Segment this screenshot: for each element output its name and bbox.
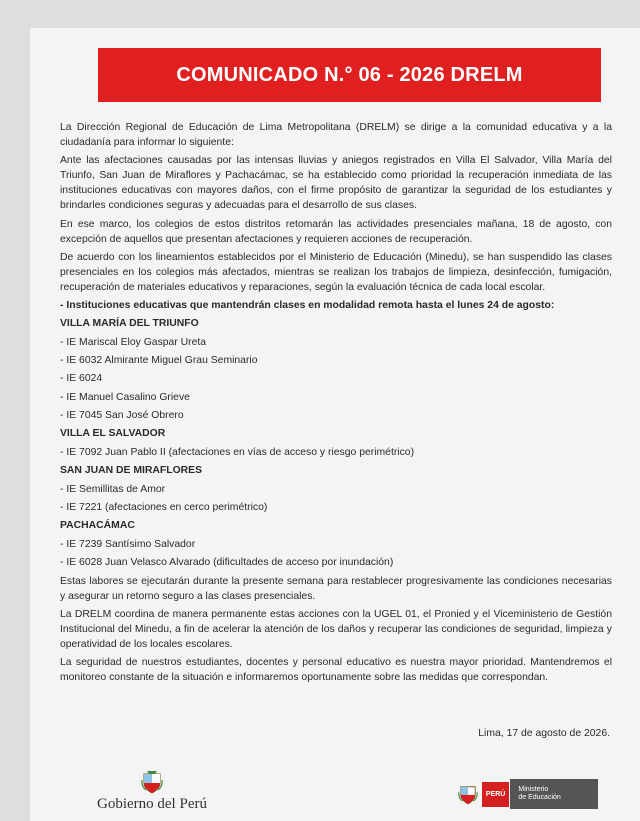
school-item: - IE 7239 Santísimo Salvador (60, 538, 196, 550)
school-item: - IE 7045 San José Obrero (60, 410, 184, 422)
school-item: - IE 7221 (afectaciones en cerco perimétrico) (60, 502, 268, 514)
school-item: - IE Manuel Casalino Grieve (60, 391, 190, 403)
peru-coat-of-arms-icon (141, 770, 163, 794)
school-item: - IE Semillitas de Amor (60, 483, 166, 495)
ministerio-line-1: Ministerio (518, 786, 549, 793)
page-title: COMUNICADO N.° 06 - 2026 DRELM (176, 63, 523, 86)
minedu-logo (458, 779, 598, 809)
district-section (60, 316, 612, 423)
gobierno-label: Gobierno del Perú (97, 796, 207, 812)
intro-paragraph: La Dirección Regional de Educación de Lima Metropolitana (DRELM) se dirige a la comunidad educativa y a la ciudadanía para informar lo siguiente: (60, 122, 612, 149)
document-date: Lima, 17 de agosto de 2026. (478, 728, 610, 739)
district-section (60, 426, 612, 459)
school-item: - IE 6032 Almirante Miguel Grau Seminario (60, 354, 258, 366)
school-item: - IE 7092 Juan Pablo II (afectaciones en vías de acceso y riesgo perimétrico) (60, 446, 415, 458)
footer (30, 770, 640, 821)
district-name: VILLA EL SALVADOR (60, 428, 166, 440)
district-name: VILLA MARÍA DEL TRIUNFO (60, 318, 199, 330)
paragraph-1: Ante las afectaciones causadas por las intensas lluvias y aniegos registrados en Villa El Salvador, Villa María del Triunfo, San Juan de Miraflores y Pachacámac, se ha establecido como prioridad la recuperación inmediata de las instituciones educativas con mayores daños, con el firme propósito de garantizar la seguridad de los estudiantes y brindarles condiciones seguras y adecuadas para el desarrollo de sus clases. (60, 155, 612, 212)
document-body (60, 120, 612, 688)
school-item: - IE 6024 (60, 373, 103, 385)
peru-label: PERÚ (482, 782, 509, 807)
school-item: - IE Mariscal Eloy Gaspar Ureta (60, 336, 207, 348)
district-section (60, 463, 612, 515)
peru-coat-of-arms-icon (458, 783, 478, 805)
ministerio-label (510, 779, 598, 809)
paragraph-4: Estas labores se ejecutarán durante la presente semana para restablecer progresivamente las condiciones necesarias y asegurar un retorno seguro a las clases presenciales. (60, 575, 612, 602)
paragraph-3: De acuerdo con los lineamientos establecidos por el Ministerio de Educación (Minedu), se han suspendido las clases presenciales en los colegios más afectados, mientras se realizan los trabajos de limpieza, desinfección, fumigación, recuperación de materiales educativos y reparaciones, según la evaluación técnica de cada local escolar. (60, 251, 612, 293)
paragraph-6: La seguridad de nuestros estudiantes, docentes y personal educativo es nuestra mayor prioridad. Mantendremos el monitoreo constante de la situación e informaremos oportunamente sobre las medidas que correspondan. (60, 657, 612, 684)
gobierno-logo (72, 770, 232, 821)
paragraph-5: La DRELM coordina de manera permanente estas acciones con la UGEL 01, el Pronied y el Viceministerio de Gestión Institucional del Minedu, a fin de acelerar la atención de los daños y recuperar las condiciones de seguridad, limpieza y operatividad de los locales escolares. (60, 608, 612, 650)
list-title: - Instituciones educativas que mantendrán clases en modalidad remota hasta el lunes 24 de agosto: (60, 300, 555, 312)
district-section (60, 518, 612, 570)
school-item: - IE 6028 Juan Velasco Alvarado (dificultades de acceso por inundación) (60, 557, 394, 569)
paragraph-2: En ese marco, los colegios de estos distritos retomarán las actividades presenciales mañana, 18 de agosto, con excepción de aquellos que presentan afectaciones y requieren acciones de recuperación. (60, 218, 612, 245)
title-banner (98, 48, 601, 102)
district-name: PACHACÁMAC (60, 520, 135, 532)
district-name: SAN JUAN DE MIRAFLORES (60, 465, 203, 477)
ministerio-line-2: de Educación (518, 794, 561, 801)
document-page (30, 28, 640, 821)
